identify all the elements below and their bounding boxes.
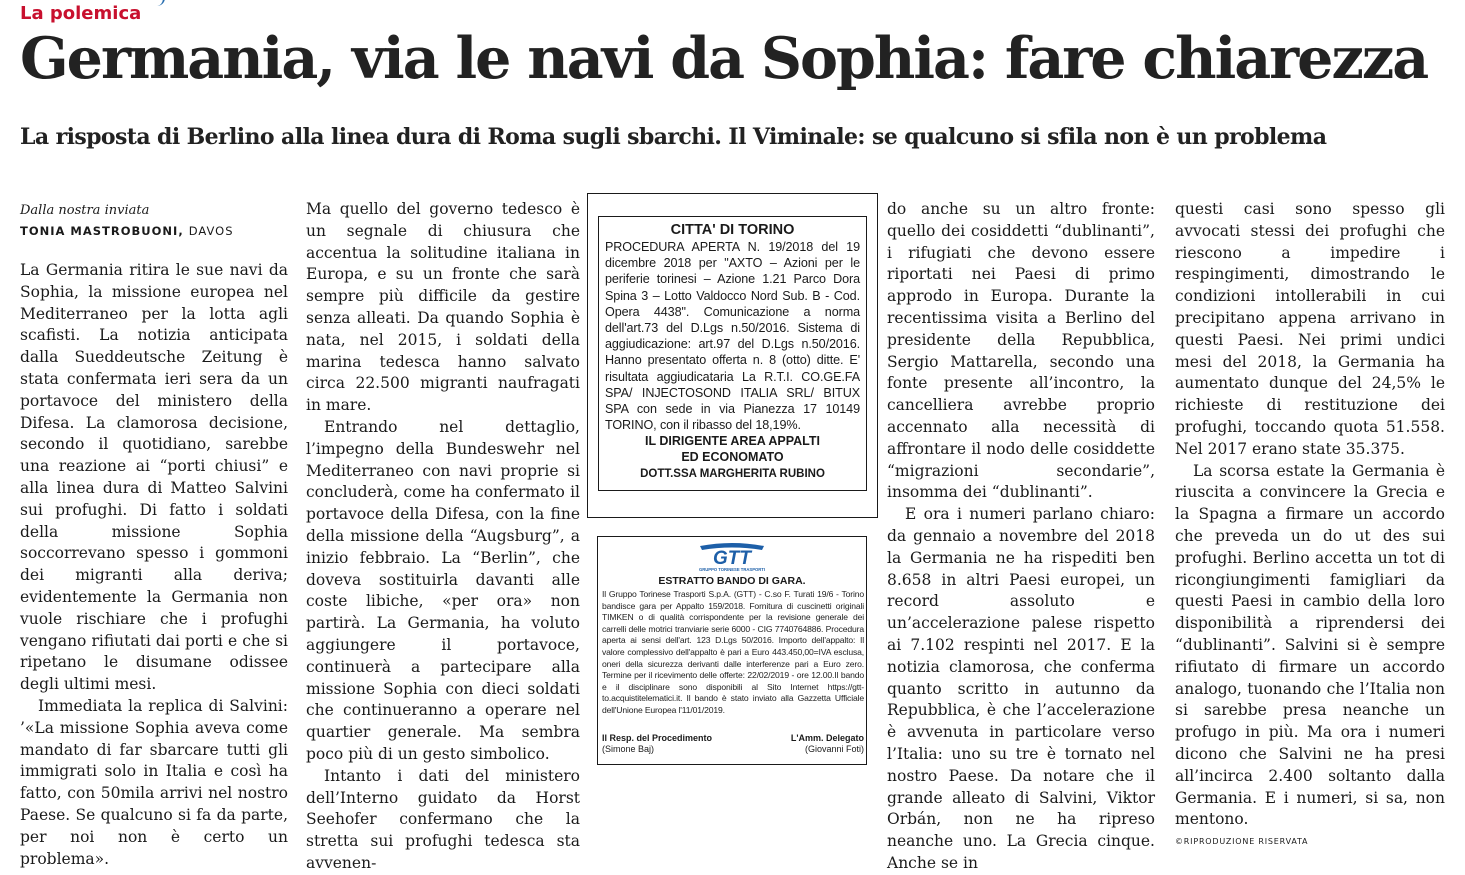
rights-notice: ©RIPRODUZIONE RISERVATA [1175, 837, 1309, 847]
column-1 [20, 202, 288, 868]
ad-torino-signature-2: ED ECONOMATO [681, 450, 784, 465]
column-4 [1175, 199, 1445, 847]
ad-torino-body: PROCEDURA APERTA N. 19/2018 del 19 dicembre 2018 per "AXTO – Azioni per le periferie torinesi – Azione 1.21 Parco Dora Spina 3 – Lotto Valdocco Nord Sub. B - Cod. Opera 4438". Comunicazione a norma dell'art.73 del D.Lgs n.50/2016. Sistema di aggiudicazione: art.97 del D.Lgs n.50/2016. Hanno presentato offerta n. 8 (otto) ditte. E' risultata aggiudicataria La R.T.I. CO.GE.FA SPA/ INJECTOSOND ITALIA SRL/ BITUX SPA con sede in via Pianezza 17 10149 TORINO, con il ribasso del 18,19%. [605, 240, 860, 433]
ad-gtt-left-name: (Simone Baj) [602, 744, 655, 754]
col2-paragraph: Ma quello del governo tedesco è un segnale di chiusura che accentua la solitudine italiana in Europa, e su un fronte che sarà sempre più difficile da gestire senza alleati. Da quando Sophia è nata, nel 2015, i soldati della marina tedesca hanno salvato circa 22.500 migranti naufragati in mare. [306, 200, 580, 415]
ad-gtt-left-role: Il Resp. del Procedimento [602, 733, 713, 743]
ad-torino-frame [598, 216, 867, 491]
byline-location: DAVOS [188, 224, 234, 238]
ad-gtt [597, 536, 867, 765]
ad-torino-signature-1: IL DIRIGENTE AREA APPALTI [644, 434, 820, 449]
col1-paragraph: Immediata la replica di Salvini: ’«La missione Sophia aveva come mandato di far sbarcare tutti gli immigrati solo in Italia e così ha fatto, con 50mila arrivi nel nostro Paese. Se qualcuno si fa da parte, per noi non è certo un problema». [20, 696, 288, 868]
column-3 [887, 199, 1155, 872]
col4-paragraph: La scorsa estate la Germania è riuscita a convincere la Grecia e la Spagna a firmare un accordo che preveda un do ut des sui profughi. Berlino accetta un tot di ricongiungimenti famigliari da questi Paesi in cambio della loro disponibilità a riprendersi dei “dublinanti”. Salvini si è sempre rifiutato di firmare un accordo analogo, tuonando che l’Italia non si sarebbe presa neanche un profugo in più. Ma ora i numeri dicono che Salvini ne ha presi all’incirca 2.400 soltanto dalla Germania. E i numeri, si sa, non mentono. [1175, 461, 1445, 829]
ad-gtt-right-role: L'Amm. Delegato [790, 733, 864, 743]
byline-name [20, 220, 288, 242]
gtt-logo-text: GTT [713, 548, 751, 569]
gtt-logo [692, 542, 772, 572]
gtt-logo-subtext: GRUPPO TORINESE TRASPORTI [698, 567, 766, 572]
col1-paragraph: La Germania ritira le sue navi da Sophia, la missione europea nel Mediterraneo per la lotta agli scafisti. La notizia anticipata dalla Sueddeutsche Zeitung è stata confermata ieri sera da un portavoce del ministero della Difesa. La clamorosa decisione, secondo il quotidiano, sarebbe una reazione ai “porti chiusi” e alla linea dura di Matteo Salvini sui profughi. Di fatto i soldati della missione Sophia soccorrevano spesso i gommoni dei migranti alla deriva; evidentemente la Germania non vuole rischiare che i profughi vengano rifiutati dai porti e che si ripetano le disumane odissee degli ultimi mesi. [20, 261, 288, 694]
ad-torino-signature-name: DOTT.SSA MARGHERITA RUBINO [640, 468, 825, 481]
column-2 [306, 199, 580, 872]
col3-paragraph: do anche su un altro fronte: quello dei cosiddetti “dublinanti”, i rifugiati che devono essere riportati nei Paesi di primo approdo in Europa. Durante la recentissima visita a Berlino del presidente della Repubblica, Sergio Mattarella, secondo una fonte presente all’incontro, la cancelliera avrebbe proprio accennato alla necessità di affrontare il nodo delle cosiddette “migrazioni secondarie”, insomma dei “dublinanti”. [887, 200, 1155, 502]
page-edge [1460, 0, 1465, 778]
col3-paragraph: E ora i numeri parlano chiaro: da gennaio a novembre del 2018 la Germania ne ha rispediti ben 8.658 in altri Paesi europei, un record assoluto e un’accelerazione palese rispetto ai 7.102 respinti nel 2017. E la notizia clamorosa, che conferma quanto scritto in autunno da Repubblica, è che l’accelerazione è avvenuta in particolare verso l’Italia: uno su tre è tornato nel nostro Paese. Da notare che il grande alleato di Salvini, Viktor Orbán, non ne ha ripreso neanche uno. La Grecia cinque. Anche se in [887, 505, 1155, 872]
byline-label: Dalla nostra inviata [20, 203, 150, 218]
ad-gtt-footer [602, 733, 864, 755]
kicker-mark [155, 0, 165, 6]
ad-torino-title: CITTA' DI TORINO [670, 222, 795, 238]
col2-paragraph: Entrando nel dettaglio, l’impegno della Bundeswehr nel Mediterraneo con navi proprie si concluderà, come ha confermato il portavoce della Difesa, con la fine della missione della “Augsburg”, a inizio febbraio. La “Berlin”, che doveva sostituirla davanti alle coste libiche, «per ora» non partirà. La Germania, ha voluto aggiungere il portavoce, continuerà a partecipare alla missione Sophia con dieci soldati che continueranno a operare nel quartier generale. Ma sembra poco più di un gesto simbolico. [306, 417, 580, 763]
kicker: La polemica [20, 3, 142, 24]
ad-gtt-body: Il Gruppo Torinese Trasporti S.p.A. (GTT) - C.so F. Turati 19/6 - Torino bandisce gara per Appalto 159/2018. Fornitura di cuscinetti originali TIMKEN o di qualità corrispondente per la revisione generale dei carrelli delle motrici tranviarie serie 6000 - CIG 7740764886. Procedura aperta ai sensi dell'art. 123 D.Lgs 50/2016. Importo dell'appalto: Il valore complessivo dell'appalto è pari a Euro 443.450,00=IVA esclusa, oneri della sicurezza derivanti dalle interferenze pari a Euro zero. Termine per il ricevimento delle offerte: 22/02/2019 - ore 12.00.Il bando e il disciplinare sono disponibili al Sito Internet https://gtt-to.acquistitelematici.it. Il bando è stato inviato alla Gazzetta Ufficiale dell'Unione Europea l'11/01/2019. [602, 589, 864, 715]
ad-gtt-right-name: (Giovanni Foti) [804, 744, 864, 754]
col2-paragraph: Intanto i dati del ministero dell’Interno guidato da Horst Seehofer confermano che la stretta sui profughi tedesca sta avvenen- [306, 766, 580, 872]
ad-torino [587, 193, 878, 518]
byline-author: TONIA MASTROBUONI, [20, 224, 184, 238]
headline: Germania, via le navi da Sophia: fare chiarezza [20, 25, 1428, 92]
ad-gtt-title: ESTRATTO BANDO DI GARA. [658, 575, 806, 587]
col4-paragraph: questi casi sono spesso gli avvocati stessi dei profughi che riescono a impedire i respingimenti, dimostrando le condizioni intollerabili in cui precipitano appena arrivano in questi Paesi. Nei primi undici mesi del 2018, la Germania ha aumentato dunque del 24,5% le richieste di restituzione dei profughi, toccando quota 51.558. Nel 2017 erano state 35.375. [1175, 200, 1445, 458]
subheadline: La risposta di Berlino alla linea dura di Roma sugli sbarchi. Il Viminale: se qualcuno si sfila non è un problema [20, 124, 1327, 150]
